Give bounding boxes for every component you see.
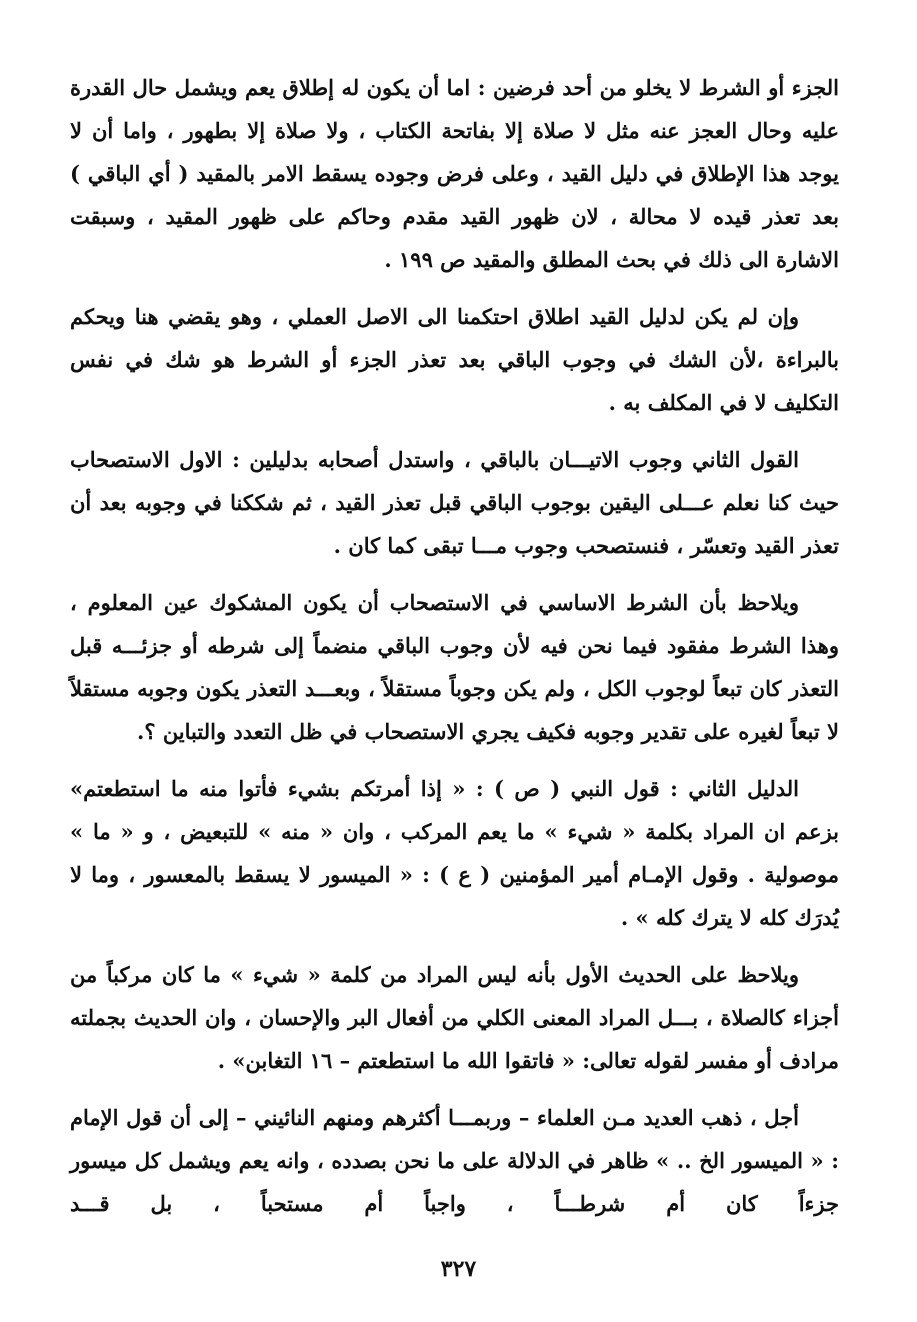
paragraph-1: الجزء أو الشرط لا يخلو من أحد فرضين : اما أن يكون له إطلاق يعم ويشمل حال القدرة عليه وحال العجز عنه مثل لا صلاة إلا بفاتحة الكتاب ، ولا صلاة إلا بطهور ، واما أن لا يوجد هذا الإطلاق في دليل القيد ، وعلى فرض وجوده يسقط الامر بالمقيد ( أي الباقي ) بعد تعذر قيده لا محالة ، لان ظهور القيد مقدم وحاكم على ظهور المقيد ، وسبقت الاشارة الى ذلك في بحث المطلق والمقيد ص ١٩٩ .	[70, 75, 839, 272]
body-text	[70, 66, 839, 1225]
paragraph-3: القول الثاني وجوب الاتيـــان بالباقي ، واستدل أصحابه بدليلين : الاول الاستصحاب حيث كنا نعلم عـــلى اليقين بوجوب الباقي قبل تعذر القيد ، ثم شككنا في وجوبه بعد أن تعذر القيد وتعسّر ، فنستصحب وجوب مـــا تبقى كما كان .	[70, 447, 839, 558]
page-number: ٣٢٧	[440, 1256, 477, 1282]
paragraph-6: ويلاحظ على الحديث الأول بأنه ليس المراد من كلمة « شيء » ما كان مركباً من أجزاء كالصلاة ، بـــل المراد المعنى الكلي من أفعال البر والإحسان ، وان الحديث بجملته مرادف أو مفسر لقوله تعالى: « فاتقوا الله ما استطعتم – ١٦ التغابن» .	[70, 962, 839, 1073]
paragraph-4: ويلاحظ بأن الشرط الاساسي في الاستصحاب أن يكون المشكوك عين المعلوم ، وهذا الشرط مفقود فيما نحن فيه لأن وجوب الباقي منضماً إلى شرطه أو جزئـــه قبل التعذر كان تبعاً لوجوب الكل ، ولم يكن وجوباً مستقلاً ، وبعـــد التعذر يكون وجوبه مستقلاً لا تبعاً لغيره على تقدير وجوبه فكيف يجري الاستصحاب في ظل التعدد والتباين ؟.	[70, 590, 839, 744]
paragraph-2: وإن لم يكن لدليل القيد اطلاق احتكمنا الى الاصل العملي ، وهو يقضي هنا ويحكم بالبراءة ،لأن الشك في وجوب الباقي بعد تعذر الجزء أو الشرط هو شك في نفس التكليف لا في المكلف به .	[70, 304, 839, 415]
paragraph-5: الدليل الثاني : قول النبي ( ص ) : « إذا أمرتكم بشيء فأتوا منه ما استطعتم» بزعم ان المراد بكلمة « شيء » ما يعم المركب ، وان « منه » للتبعيض ، و « ما » موصولية . وقول الإمـام أمير المؤمنين ( ع ) : « الميسور لا يسقط بالمعسور ، وما لا يُدرَك كله لا يترك كله » .	[70, 776, 839, 930]
paragraph-7: أجل ، ذهب العديد مـن العلماء – وربمـــا أكثرهم ومنهم النائيني – إلى أن قول الإمام : « الميسور الخ .. » ظاهر في الدلالة على ما نحن بصدده ، وانه يعم ويشمل كل ميسور جزءاً كان أم شرطـــاً ، واجباً أم مستحباً ، بل قـــد	[70, 1105, 839, 1216]
